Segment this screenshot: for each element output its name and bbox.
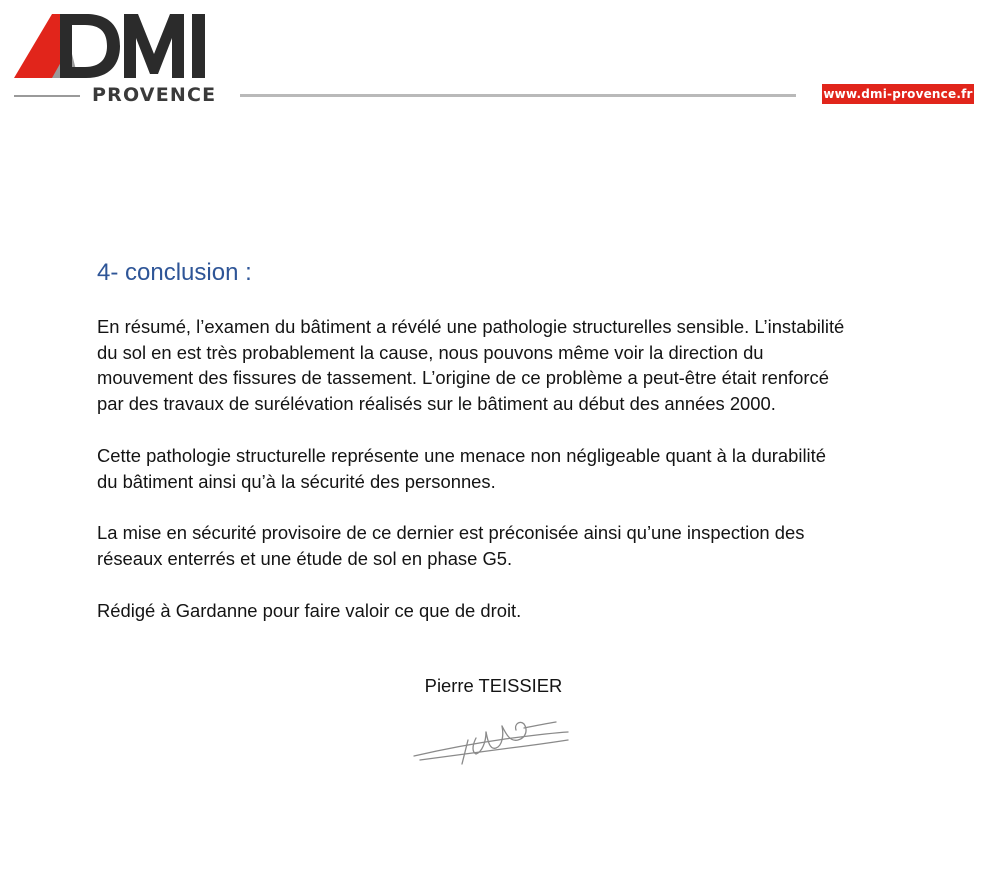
paragraph-closing: Rédigé à Gardanne pour faire valoir ce que de droit. [97, 599, 522, 621]
paragraph-summary: En résumé, l’examen du bâtiment a révélé une pathologie structurelles sensible. L’instabilité du sol en est très probablement la cause, nous pouvons même voir la direction du mouvement des fissures de tassement. L’origine de ce problème a peut-être était renforcé par des travaux de surélévation réalisés sur le bâtiment au début des années 2000. [97, 316, 845, 415]
signatory-name: Pierre TEISSIER [424, 675, 563, 696]
logo-subtitle: PROVENCE [92, 84, 217, 106]
document-body [97, 314, 897, 623]
dmi-logo-mark [12, 10, 222, 82]
website-link[interactable]: www.dmi-provence.fr [822, 84, 974, 104]
section-heading: 4- conclusion : [97, 259, 252, 286]
logo-letter-d [60, 14, 120, 78]
logo-letter-m [124, 14, 184, 78]
header-divider [240, 94, 796, 97]
logo-divider [14, 95, 80, 97]
paragraph-threat: Cette pathologie structurelle représente une menace non négligeable quant à la durabilité du bâtiment ainsi qu’à la sécurité des personnes. [97, 444, 826, 492]
paragraph-recommendation: La mise en sécurité provisoire de ce dernier est préconisée ainsi qu’une inspection des réseaux enterrés et une étude de sol en phase G5. [97, 522, 805, 569]
logo-red-triangle [14, 14, 60, 78]
handwritten-signature [410, 712, 575, 770]
logo-letter-i [192, 14, 205, 78]
company-logo [12, 10, 222, 106]
